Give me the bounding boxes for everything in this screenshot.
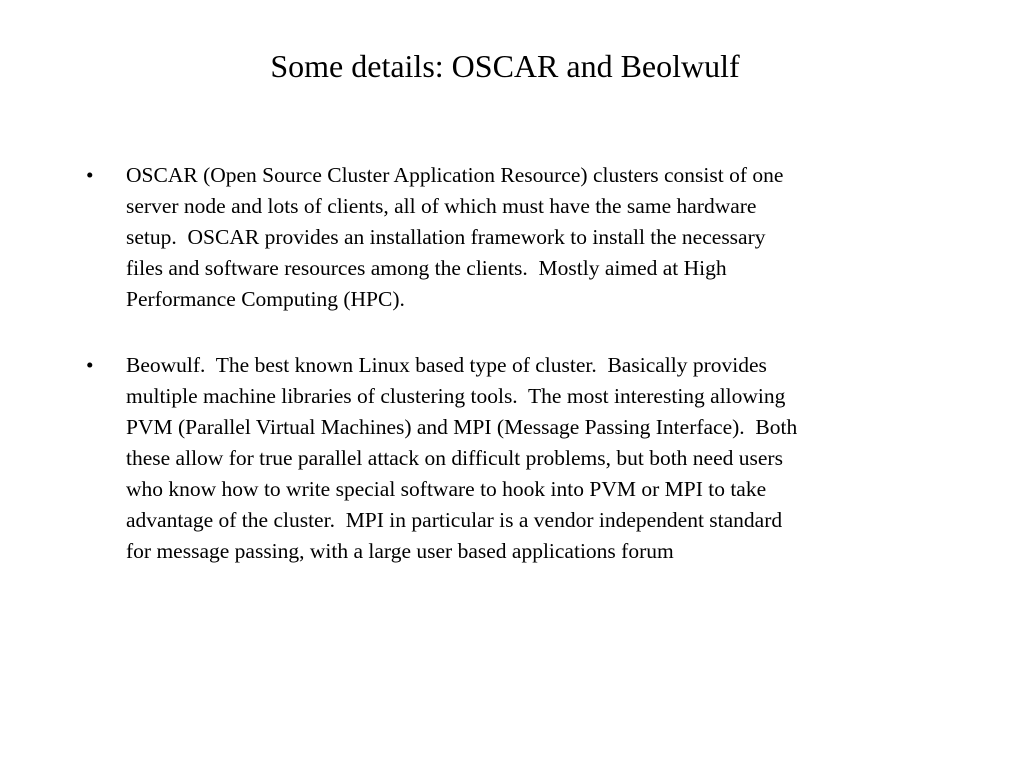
bullet-icon: •: [86, 163, 94, 187]
text-line: these allow for true parallel attack on difficult problems, but both need users: [126, 446, 783, 470]
text-line: advantage of the cluster. MPI in particular is a vendor independent standard: [126, 508, 783, 532]
bullet-icon: •: [86, 353, 94, 377]
text-line: server node and lots of clients, all of which must have the same hardware: [126, 194, 757, 218]
text-line: Beowulf. The best known Linux based type of cluster. Basically provides: [126, 353, 767, 377]
text-line: setup. OSCAR provides an installation framework to install the necessary: [126, 225, 766, 249]
text-line: files and software resources among the clients. Mostly aimed at High: [126, 256, 727, 280]
bullet-list: [86, 160, 936, 567]
text-line: PVM (Parallel Virtual Machines) and MPI (Message Passing Interface). Both: [126, 415, 798, 439]
bullet-text-oscar: [126, 160, 936, 315]
text-line: OSCAR (Open Source Cluster Application Resource) clusters consist of one: [126, 163, 784, 187]
bullet-item-oscar: [86, 160, 936, 315]
text-line: multiple machine libraries of clustering tools. The most interesting allowing: [126, 384, 786, 408]
slide-title: Some details: OSCAR and Beolwulf: [270, 48, 740, 84]
text-line: for message passing, with a large user based applications forum: [126, 539, 674, 563]
bullet-item-beowulf: [86, 350, 936, 567]
text-line: who know how to write special software to hook into PVM or MPI to take: [126, 477, 767, 501]
bullet-text-beowulf: [126, 350, 936, 567]
text-line: Performance Computing (HPC).: [126, 287, 405, 311]
